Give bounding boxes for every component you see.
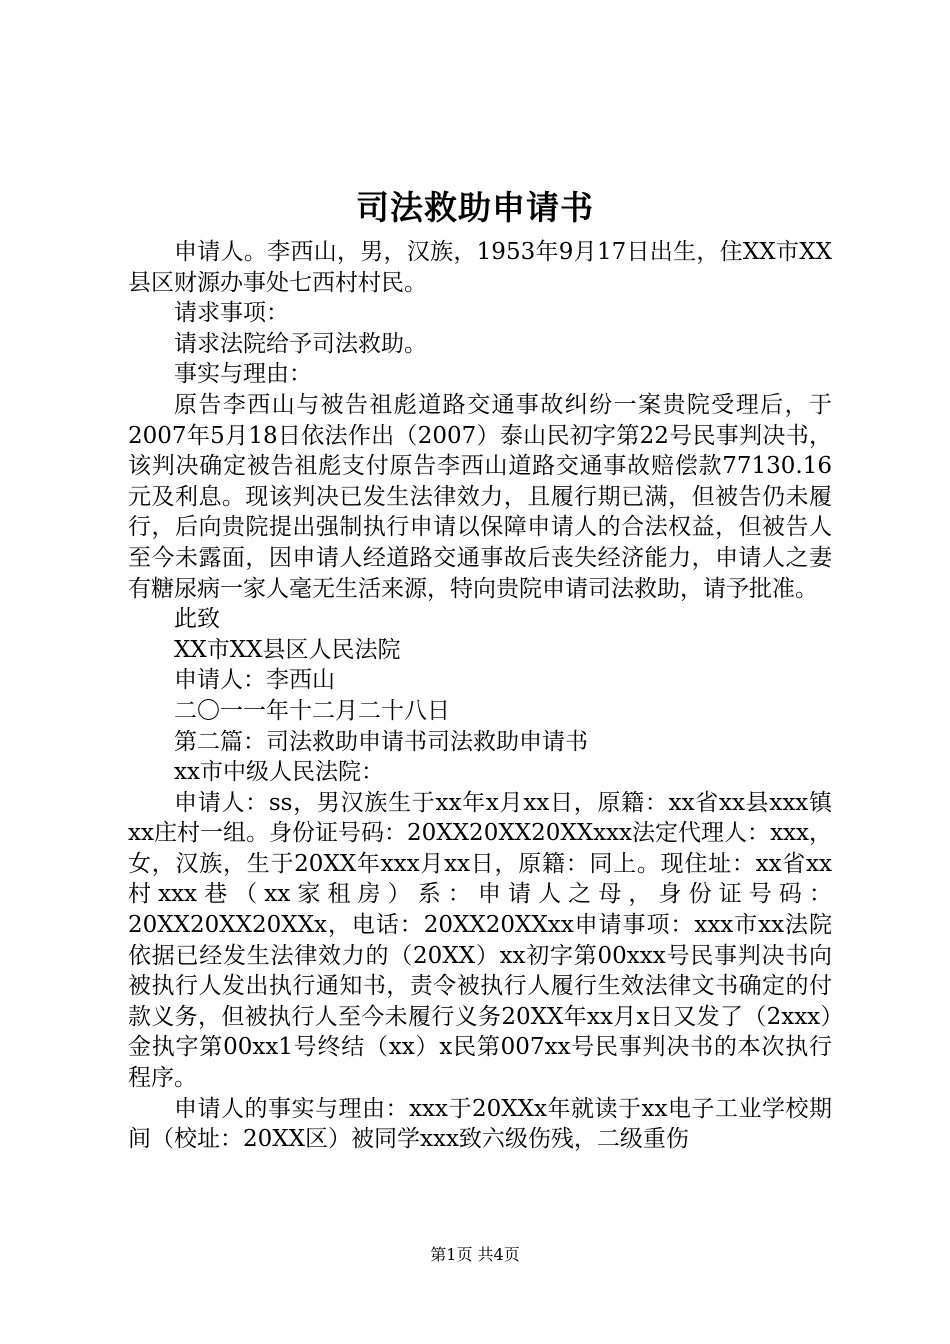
- paragraph-addressee: xx市中级人民法院：: [174, 759, 384, 786]
- paragraph-court: XX市XX县区人民法院: [174, 636, 401, 663]
- paragraph-second-title: 第二篇：司法救助申请书司法救助申请书: [174, 728, 588, 755]
- paragraph-facts-2: 申请人的事实与理由：xxx于20XXx年就读于xx电子工业学校期间（校址：20XX区）被同学xxx致六级伤残，二级重伤: [128, 1095, 832, 1153]
- paragraph-signature: 申请人：李西山: [174, 667, 335, 694]
- paragraph-request-heading: 请求事项：: [174, 300, 289, 327]
- paragraph-facts-heading: 事实与理由：: [174, 361, 312, 388]
- page-number: 第1页 共4页: [430, 1245, 520, 1264]
- paragraph-facts: 原告李西山与被告祖彪道路交通事故纠纷一案贵院受理后，于2007年5月18日依法作出（2007）泰山民初字第22号民事判决书，该判决确定被告祖彪支付原告李西山道路交通事故赔偿款77130.16元及利息。现该判决已发生法律效力，且履行期已满，但被告仍未履行，后向贵院提出强制执行申请以保障申请人的合法权益，但被告人至今未露面，因申请人经道路交通事故后丧失经济能力，申请人之妻有糖尿病一家人毫无生活来源，特向贵院申请司法救助，请予批准。: [128, 391, 832, 602]
- paragraph-applicant-2: 申请人：ss，男汉族生于xx年x月xx日，原籍：xx省xx县xxx镇xx庄村一组。身份证号码：20XX20XX20XXxxx法定代理人：xxx，女，汉族，生于20XX年xxx月xx日，原籍：同上。现住址：xx省xx村xxx巷（xx家租房）系：申请人之母，身份证号码：20XX20XX20XXx，电话：20XX20XXxx申请事项：xxx市xx法院依据已经发生法律效力的（20XX）xx初字第00xxx号民事判决书向被执行人发出执行通知书，责令被执行人履行生效法律文书确定的付款义务，但被执行人至今未履行义务20XX年xx月x日又发了（2xxx）金执字第00xx1号终结（xx）x民第007xx号民事判决书的本次执行程序。: [128, 789, 832, 1092]
- paragraph-date: 二〇一一年十二月二十八日: [174, 697, 450, 724]
- paragraph-request: 请求法院给予司法救助。: [174, 330, 427, 357]
- document-body: [128, 237, 832, 1155]
- document-title: 司法救助申请书: [356, 188, 594, 227]
- paragraph-salutation: 此致: [174, 606, 220, 633]
- paragraph-applicant: 申请人。李西山，男，汉族，1953年9月17日出生，住XX市XX县区财源办事处七西村村民。: [128, 239, 832, 296]
